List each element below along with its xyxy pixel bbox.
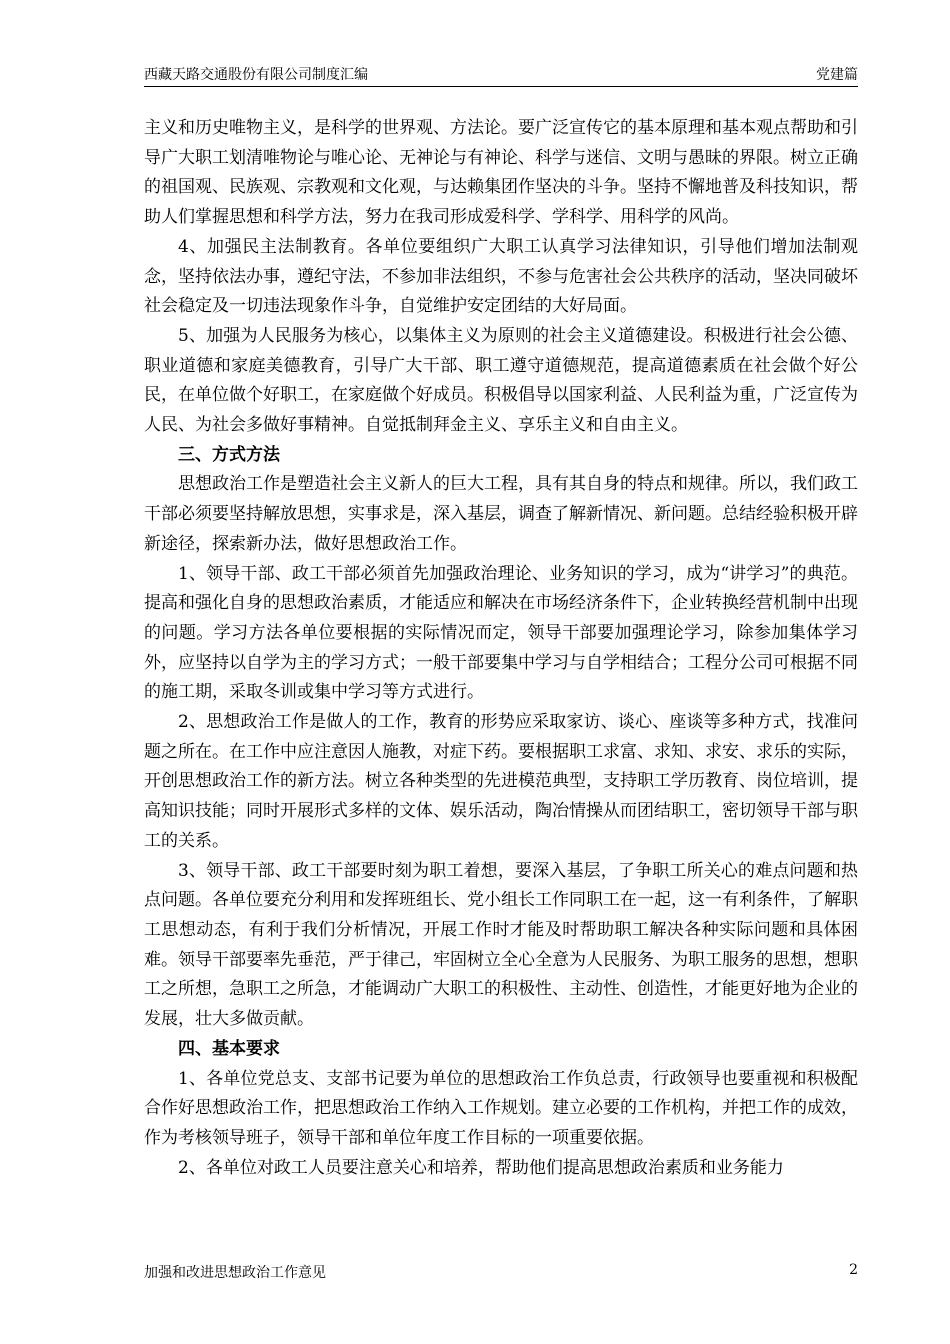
body-paragraph: 5、加强为人民服务为核心，以集体主义为原则的社会主义道德建设。积极进行社会公德、职业道德和家庭美德教育，引导广大干部、职工遵守道德规范，提高道德素质在社会做个好公民，在单位做个好职工，在家庭做个好成员。积极倡导以国家利益、人民利益为重，广泛宣传为人民、为社会多做好事精神。自觉抵制拜金主义、享乐主义和自由主义。 bbox=[144, 325, 858, 436]
page-number: 2 bbox=[849, 1262, 858, 1278]
header-company-name: 西藏天路交通股份有限公司制度汇编 bbox=[144, 67, 368, 83]
body-paragraph: 2、各单位对政工人员要注意关心和培养，帮助他们提高思想政治素质和业务能力 bbox=[178, 1157, 784, 1178]
body-paragraph: 1、各单位党总支、支部书记要为单位的思想政治工作负总责，行政领导也要重视和积极配合作好思想政治工作，把思想政治工作纳入工作规划。建立必要的工作机构，并把工作的成效，作为考核领导班子，领导干部和单位年度工作目标的一项重要依据。 bbox=[144, 1068, 858, 1148]
page-header bbox=[144, 62, 858, 87]
body-paragraph: 4、加强民主法制教育。各单位要组织广大职工认真学习法律知识，引导他们增加法制观念，坚持依法办事，遵纪守法，不参加非法组织，不参与危害社会公共秩序的活动，坚决同破坏社会稳定及一切违法现象作斗争，自觉维护安定团结的大好局面。 bbox=[144, 236, 858, 317]
body-paragraph: 思想政治工作是塑造社会主义新人的巨大工程，具有其自身的特点和规律。所以，我们政工干部必须要坚持解放思想，实事求是，深入基层，调查了解新情况、新问题。总结经验积极开辟新途径，探索新办法，做好思想政治工作。 bbox=[144, 474, 858, 554]
body-paragraph: 2、思想政治工作是做人的工作，教育的形势应采取家访、谈心、座谈等多种方式，找准问题之所在。在工作中应注意因人施教，对症下药。要根据职工求富、求知、求安、求乐的实际，开创思想政治工作的新方法。树立各种类型的先进模范典型，支持职工学历教育、岗位培训，提高知识技能；同时开展形式多样的文体、娱乐活动，陶冶情操从而团结职工，密切领导干部与职工的关系。 bbox=[144, 712, 858, 851]
footer-document-title: 加强和改进思想政治工作意见 bbox=[144, 1265, 326, 1281]
body-paragraph: 3、领导干部、政工干部要时刻为职工着想，要深入基层，了争职工所关心的难点问题和热点问题。各单位要充分利用和发挥班组长、党小组长工作同职工在一起，这一有利条件，了解职工思想动态，有利于我们分析情况，开展工作时才能及时帮助职工解决各种实际问题和具体困难。领导干部要率先垂范，严于律己，牢固树立全心全意为人民服务、为职工服务的思想，想职工之所想，急职工之所急，才能调动广大职工的积极性、主动性、创造性，才能更好地为企业的发展，壮大多做贡献。 bbox=[144, 860, 858, 1030]
section-heading-methods: 三、方式方法 bbox=[178, 444, 280, 465]
section-heading-requirements: 四、基本要求 bbox=[178, 1038, 280, 1059]
header-section-name: 党建篇 bbox=[816, 67, 858, 83]
document-body bbox=[144, 114, 858, 1183]
body-paragraph: 1、领导干部、政工干部必须首先加强政治理论、业务知识的学习，成为“讲学习”的典范。提高和强化自身的思想政治素质，才能适应和解决在市场经济条件下，企业转换经营机制中出现的问题。学习方法各单位要根据的实际情况而定，领导干部要加强理论学习，除参加集体学习外，应坚持以自学为主的学习方式；一般干部要集中学习与自学相结合；工程分公司可根据不同的施工期，采取冬训或集中学习等方式进行。 bbox=[144, 563, 858, 703]
body-paragraph: 主义和历史唯物主义，是科学的世界观、方法论。要广泛宣传它的基本原理和基本观点帮助和引导广大职工划清唯物论与唯心论、无神论与有神论、科学与迷信、文明与愚昧的界限。树立正确的祖国观、民族观、宗教观和文化观，与达赖集团作坚决的斗争。坚持不懈地普及科技知识，帮助人们掌握思想和科学方法，努力在我司形成爱科学、学科学、用科学的风尚。 bbox=[144, 118, 858, 228]
